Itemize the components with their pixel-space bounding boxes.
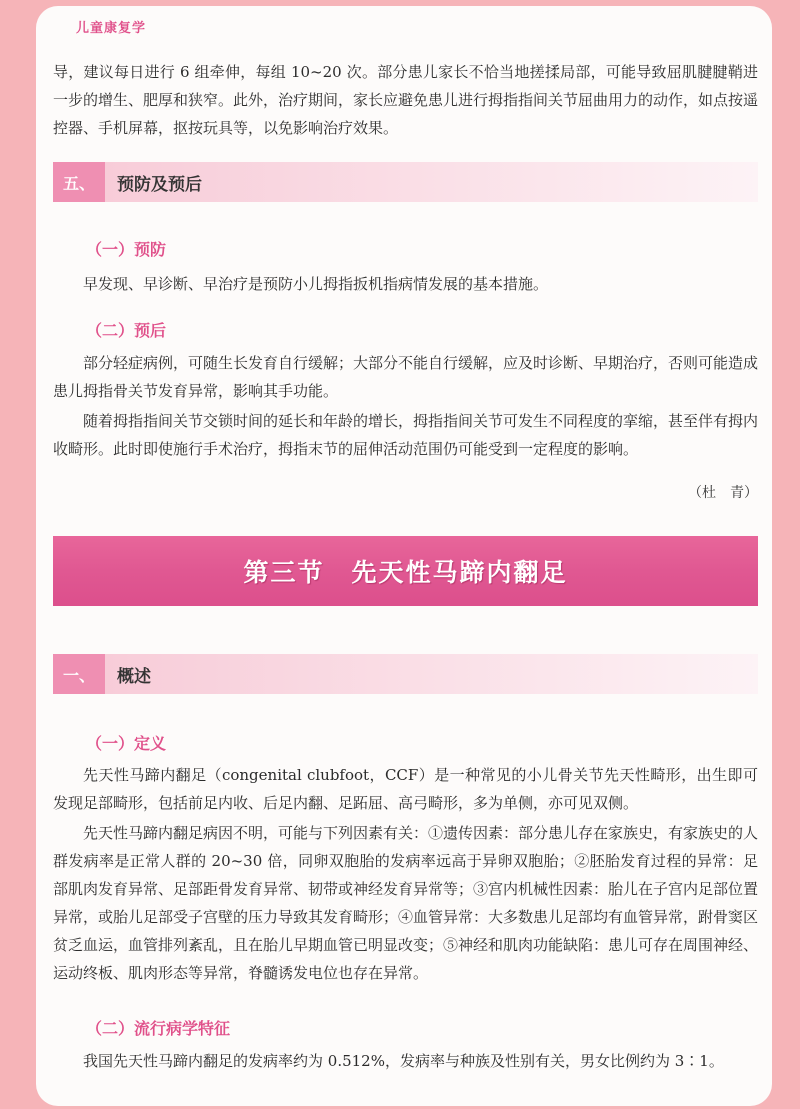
section-1-heading (53, 654, 758, 694)
prevention-block (53, 270, 758, 300)
prognosis-heading: （二）预后 (86, 321, 167, 340)
prognosis-paragraph-2: 随着拇指指间关节交锁时间的延长和年龄的增长，拇指指间关节可发生不同程度的挛缩，甚至伴有拇内收畸形。此时即使施行手术治疗，拇指末节的屈伸活动范围仍可能受到一定程度的影响。 (53, 412, 759, 458)
intro-block (53, 58, 758, 144)
epidemiology-heading: （二）流行病学特征 (86, 1019, 231, 1038)
definition-paragraph-1: 先天性马蹄内翻足（congenital clubfoot，CCF）是一种常见的小儿骨关节先天性畸形，出生即可发现足部畸形，包括前足内收、后足内翻、足跖屈、高弓畸形，多为单侧，亦可见双侧。 (53, 766, 758, 812)
definition-paragraph-2: 先天性马蹄内翻足病因不明，可能与下列因素有关：①遗传因素：部分患儿存在家族史，有家族史的人群发病率是正常人群的 20~30 倍，同卵双胞胎的发病率远高于异卵双胞胎；②胚胎发育过程的异常：足部肌肉发育异常、足部距骨发育异常、韧带或神经发育异常等；③宫内机械性因素：胎儿在子宫内足部位置异常，或胎儿足部受子宫壁的压力导致其发育畸形；④血管异常：大多数患儿足部均有血管异常，跗骨窦区贫乏血运，血管排列紊乱，且在胎儿早期血管已明显改变；⑤神经和肌肉功能缺陷：患儿可存在周围神经、运动终板、肌肉形态等异常，脊髓诱发电位也存在异常。 (53, 824, 759, 982)
chapter-section-title: 第三节 先天性马蹄内翻足 (243, 558, 568, 587)
epidemiology-block (53, 1047, 758, 1077)
definition-block (53, 761, 758, 989)
prevention-heading: （一）预防 (86, 240, 167, 259)
prevention-text: 早发现、早诊断、早治疗是预防小儿拇指扳机指病情发展的基本措施。 (83, 275, 549, 293)
prognosis-paragraph-1: 部分轻症病例，可随生长发育自行缓解；大部分不能自行缓解，应及时诊断、早期治疗，否则可能造成患儿拇指骨关节发育异常，影响其手功能。 (53, 354, 759, 400)
prognosis-block (53, 349, 758, 465)
running-header: 儿童康复学 (76, 21, 147, 36)
definition-heading: （一）定义 (86, 734, 167, 753)
epidemiology-paragraph: 我国先天性马蹄内翻足的发病率约为 0.512%，发病率与种族及性别有关，男女比例约为 3∶1。 (83, 1052, 724, 1070)
author-signature: （杜 青） (688, 485, 758, 501)
section-5-heading (53, 162, 758, 202)
chapter-section-banner (53, 536, 758, 606)
section-1-title: 概述 (117, 666, 151, 687)
section-5-title: 预防及预后 (117, 174, 202, 195)
intro-paragraph: 导，建议每日进行 6 组牵伸，每组 10~20 次。部分患儿家长不恰当地搓揉局部，可能导致屈肌腱腱鞘进一步的增生、肥厚和狭窄。此外，治疗期间，家长应避免患儿进行拇指指间关节屈曲用力的动作，如点按遥控器、手机屏幕，抠按玩具等，以免影响治疗效果。 (53, 63, 759, 137)
section-1-number: 一、 (53, 654, 105, 694)
section-5-number: 五、 (53, 162, 105, 202)
